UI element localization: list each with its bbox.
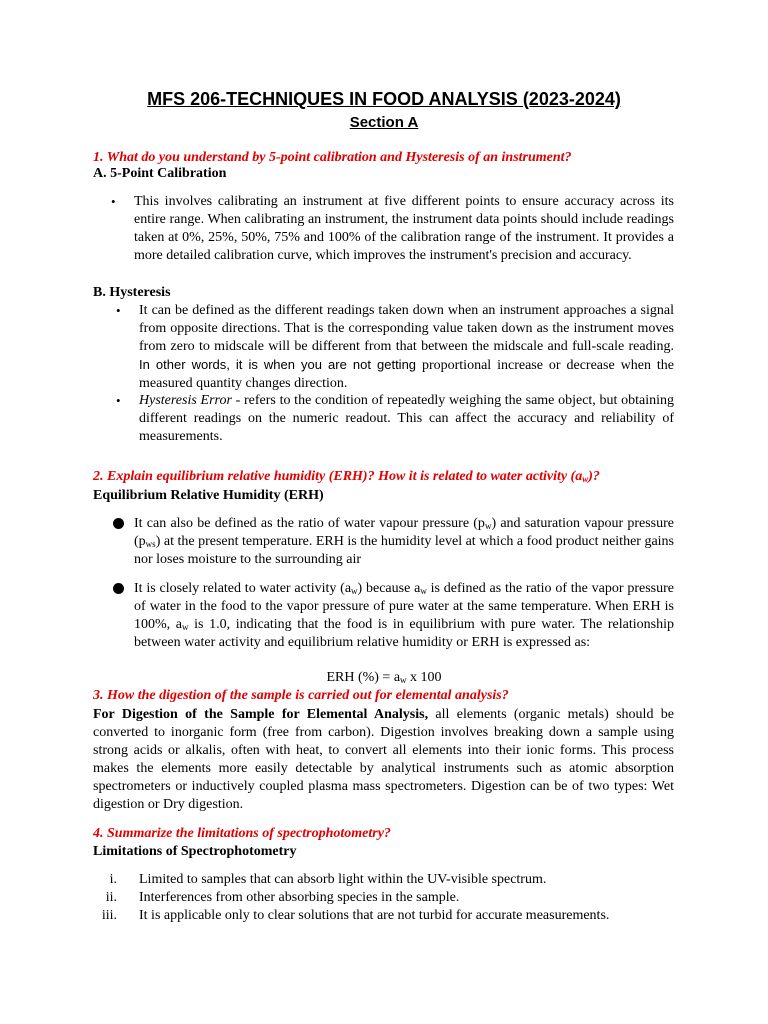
digestion-paragraph: For Digestion of the Sample for Elemental Analysis, all elements (organic metals) should be converted to inorganic form (free from carbon). Digestion involves breaking down a sample using strong acids or alkalis, often with heat, to convert all elements into their ionic forms. This process makes the elements more easily detectable by analytical instruments such as atomic absorption spectrometers or inductively coupled plasma mass spectrometers. Digestion can be of two types: Wet digestion or Dry digestion. (93, 707, 674, 812)
list-item: It is applicable only to clear solutions that are not turbid for accurate measurements. (139, 908, 610, 923)
subheading-5-point-calibration: A. 5-Point Calibration (93, 166, 227, 181)
list-item: Limited to samples that can absorb light within the UV-visible spectrum. (139, 872, 547, 887)
hysteresis-error-paragraph: Hysteresis Error - refers to the condition of repeatedly weighing the same object, but obtaining different readings on the numeric readout. This can affect the accuracy and reliability of measurements. (139, 393, 675, 444)
erh-water-activity-paragraph: It is closely related to water activity $(a_w)$ because $a_w$ is defined as the ratio of the vapor pressure of water in the food to the vapor pressure of pure water at the same temperature. When ERH is 100%, $a_w$ is 1.0, indicating that the food is in equilibrium with pure water. The relationship between water activity and equilibrium relative humidity or ERH is expressed as: (134, 581, 674, 650)
section-heading: Section A (349, 114, 419, 131)
question-4: 4. Summarize the limitations of spectrophotometry? (93, 826, 391, 841)
bullet-icon (113, 583, 124, 594)
erh-equation: ERH (%) = $a_w$ x 100 (326, 670, 442, 685)
bullet-icon: • (116, 393, 121, 408)
question-3: 3. How the digestion of the sample is carried out for elemental analysis? (93, 688, 509, 703)
document-title: MFS 206-TECHNIQUES IN FOOD ANALYSIS (2023-2024) (147, 89, 621, 109)
question-2: 2. Explain equilibrium relative humidity (ERH)? How it is related to water activity $(a_w)$? (93, 469, 600, 484)
bullet-icon: • (116, 303, 121, 318)
bullet-icon (113, 518, 124, 529)
erh-definition-paragraph: It can also be defined as the ratio of water vapour pressure $(p_w)$ and saturation vapour pressure $(p_{ws})$ at the present temperature. ERH is the humidity level at which a food product neither gains nor loses moisture to the surrounding air (134, 516, 674, 567)
hysteresis-paragraph: It can be defined as the different readings taken down when an instrument approaches a signal from opposite directions. That is the corresponding value taken down as the instrument moves from zero to midscale will be different from that between the midscale and full-scale reading. In other words, it is when you are not getting proportional increase or decrease when the measured quantity changes direction. (139, 303, 674, 391)
list-number: iii. (101, 908, 117, 923)
subheading-hysteresis: B. Hysteresis (93, 285, 171, 300)
bullet-icon: • (111, 194, 116, 209)
question-1: 1. What do you understand by 5-point calibration and Hysteresis of an instrument? (93, 150, 572, 165)
subheading-limitations: Limitations of Spectrophotometry (93, 844, 297, 859)
list-item: Interferences from other absorbing species in the sample. (139, 890, 460, 905)
calibration-paragraph: This involves calibrating an instrument at five different points to ensure accuracy across its entire range. When calibrating an instrument, the instrument data points should include readings taken at 0%, 25%, 50%, 75% and 100% of the calibration range of the instrument. It provides a more detailed calibration curve, which improves the instrument's precision and accuracy. (134, 194, 674, 263)
subheading-erh: Equilibrium Relative Humidity (ERH) (93, 488, 324, 503)
list-number: ii. (105, 890, 117, 905)
list-number: i. (109, 872, 117, 887)
